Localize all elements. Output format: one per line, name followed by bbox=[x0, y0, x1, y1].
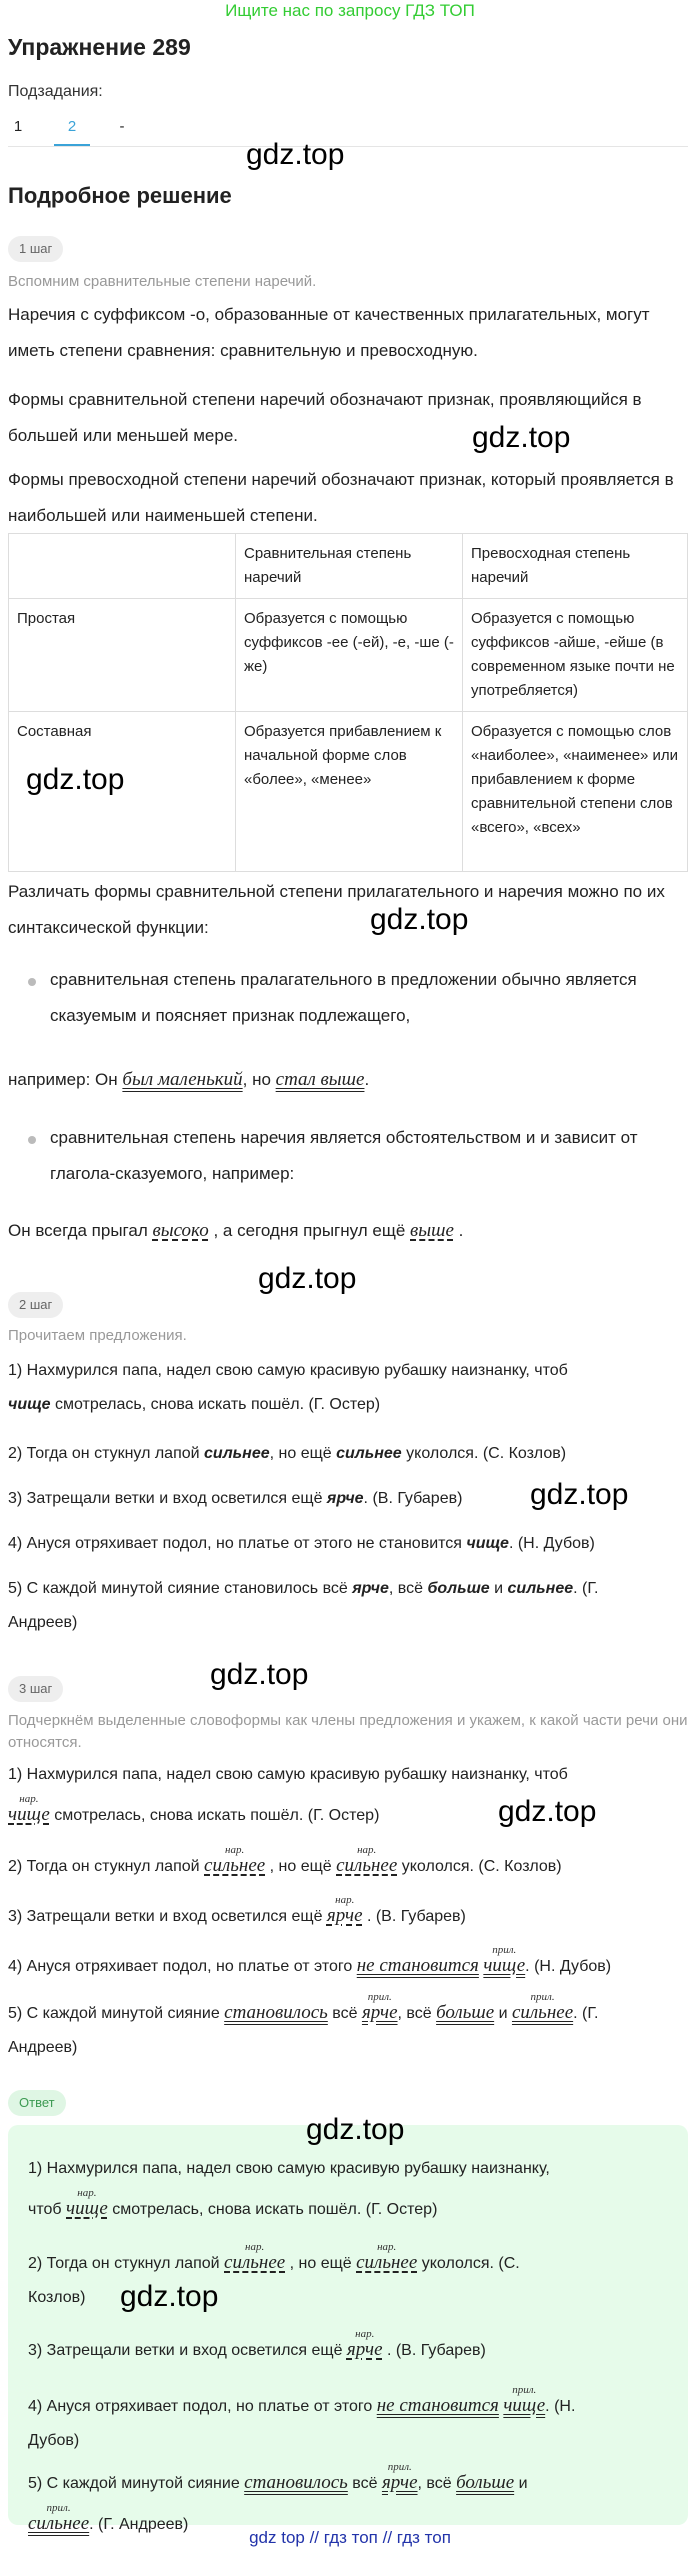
annotated-word bbox=[224, 2240, 285, 2281]
adverbial-word: чище bbox=[8, 1804, 50, 1825]
watermark: gdz.top bbox=[26, 763, 125, 796]
bullet-text: сравнительная степень пралагательного в предложении обычно является сказуемым и поясняет признак подлежащего, bbox=[50, 970, 637, 1025]
annotated-word bbox=[8, 1792, 50, 1833]
watermark: gdz.top bbox=[120, 2280, 219, 2313]
adverbial-word: сильнее bbox=[204, 1855, 266, 1876]
predicate-word: становилось bbox=[244, 2472, 348, 2493]
sentence-text: . (Н. Дубов) bbox=[508, 1535, 595, 1552]
predicate-word: не становится bbox=[376, 2395, 499, 2416]
subtasks-tabs bbox=[8, 112, 688, 147]
pos-label: прил. bbox=[367, 1991, 392, 2003]
paragraph: Формы превосходной степени наречий обозначают признак, который проявляется в наибольшей или наименьшей степени. bbox=[8, 470, 674, 525]
step-note: Прочитаем предложения. bbox=[8, 1327, 187, 1344]
sentence-text: смотрелась, снова искать пошёл. (Г. Остер) bbox=[107, 2201, 438, 2218]
tab-subtask-3[interactable]: - bbox=[119, 118, 125, 135]
step-badge: 2 шаг bbox=[8, 1292, 63, 1318]
adverbial-word: чище bbox=[66, 2198, 108, 2219]
annotated-word bbox=[512, 1990, 573, 2031]
sentence-text: 2) Тогда он стукнул лапой bbox=[8, 1858, 205, 1875]
highlighted-word: ярче bbox=[326, 1490, 364, 1507]
sentence bbox=[8, 1527, 688, 1561]
sentence-text: смотрелась, снова искать пошёл. (Г. Остер) bbox=[50, 1396, 381, 1413]
answer-sentence bbox=[28, 2152, 668, 2227]
sentence-text: . (В. Губарев) bbox=[362, 1908, 466, 1925]
tab-subtask-1[interactable]: 1 bbox=[13, 118, 23, 135]
footer-links[interactable]: gdz top // гдз топ // гдз топ bbox=[249, 2528, 451, 2547]
pos-label: нар. bbox=[355, 2328, 375, 2340]
sentence-text: 5) С каждой минутой сияние bbox=[8, 2005, 225, 2022]
sentence-text: . (В. Губарев) bbox=[363, 1490, 463, 1507]
sentence-text: , но ещё bbox=[269, 1445, 337, 1462]
table-cell: Составная bbox=[9, 712, 236, 872]
sentence bbox=[8, 1437, 688, 1471]
sentence-text: . (Г. Андреев) bbox=[89, 2516, 189, 2533]
watermark: gdz.top bbox=[472, 421, 571, 454]
pos-label: нар. bbox=[245, 2241, 265, 2253]
pos-label: нар. bbox=[377, 2241, 397, 2253]
adverbial-word: ярче bbox=[346, 2339, 383, 2360]
example-adverbial: выше bbox=[410, 1220, 454, 1241]
annotated-word bbox=[356, 2240, 417, 2281]
sentence bbox=[8, 1572, 688, 1640]
sentence bbox=[8, 1893, 688, 1934]
table-row bbox=[9, 599, 688, 712]
sentence-text: 2) Тогда он стукнул лапой bbox=[28, 2255, 225, 2272]
adverbial-word: сильнее bbox=[336, 1855, 398, 1876]
example-text: . bbox=[453, 1221, 464, 1240]
adverbial-word: сильнее bbox=[224, 2252, 286, 2273]
sentence-text: 2) Тогда он стукнул лапой bbox=[8, 1445, 205, 1462]
table-header-cell bbox=[9, 534, 236, 599]
sentence-text: , но ещё bbox=[285, 2255, 357, 2272]
sentence-text: Андреев) bbox=[8, 2039, 78, 2056]
search-banner[interactable]: Ищите нас по запросу ГДЗ ТОП bbox=[225, 1, 475, 20]
example-text: . bbox=[364, 1070, 370, 1089]
step-note: Вспомним сравнительные степени наречий. bbox=[8, 273, 317, 290]
annotated-word bbox=[66, 2186, 108, 2227]
annotated-word bbox=[204, 1843, 265, 1884]
watermark: gdz.top bbox=[258, 1262, 357, 1295]
bullet-dot bbox=[28, 1136, 36, 1144]
pos-label: нар. bbox=[335, 1894, 355, 1906]
predicate-word: сильнее bbox=[511, 2002, 574, 2023]
predicate-word: ярче bbox=[381, 2472, 418, 2493]
watermark: gdz.top bbox=[246, 138, 345, 171]
subtasks-label: Подзадания: bbox=[8, 83, 103, 100]
answer-sentence bbox=[28, 2327, 668, 2368]
predicate-word: становилось bbox=[224, 2002, 328, 2023]
sentence-text: чтоб bbox=[28, 2201, 66, 2218]
paragraph: Наречия с суффиксом -о, образованные от качественных прилагательных, могут иметь степени сравнения: сравнительную и превосходную. bbox=[8, 305, 650, 360]
sentence-text: всё bbox=[327, 2005, 362, 2022]
sentence-text: 5) С каждой минутой сияние bbox=[28, 2475, 245, 2492]
sentence-text: 3) Затрещали ветки и вход осветился ещё bbox=[28, 2342, 347, 2359]
table-cell: Образуется прибавлением к начальной форме слов «более», «менее» bbox=[236, 712, 463, 872]
sentence-text: . (Г. bbox=[573, 1580, 599, 1597]
annotated-word bbox=[503, 2383, 545, 2424]
sentence bbox=[8, 1843, 688, 1884]
sentence-text: и bbox=[489, 1580, 508, 1597]
sentence-text: укололся. (С. Козлов) bbox=[397, 1858, 562, 1875]
sentence-text: укололся. (С. Козлов) bbox=[401, 1445, 567, 1462]
highlighted-word: сильнее bbox=[336, 1445, 402, 1462]
pos-label: прил. bbox=[46, 2502, 71, 2514]
example-predicate: стал выше bbox=[275, 1069, 365, 1090]
table-header-cell: Сравнительная степень наречий bbox=[236, 534, 463, 599]
example-predicate: был маленький bbox=[122, 1069, 243, 1090]
sentence-text: 4) Ануся отряхивает подол, но платье от этого bbox=[28, 2398, 377, 2415]
highlighted-word: чище bbox=[466, 1535, 509, 1552]
watermark: gdz.top bbox=[498, 1795, 597, 1828]
watermark: gdz.top bbox=[370, 903, 469, 936]
pos-label: прил. bbox=[387, 2461, 412, 2473]
sentence-text: Дубов) bbox=[28, 2432, 80, 2449]
annotated-word bbox=[362, 1990, 398, 2031]
watermark: gdz.top bbox=[210, 1658, 309, 1691]
sentence-text: 1) Нахмурился папа, надел свою самую красивую рубашку наизнанку, чтоб bbox=[8, 1766, 568, 1783]
adverbial-word: ярче bbox=[326, 1905, 363, 1926]
table-header-cell: Превосходная степень наречий bbox=[463, 534, 688, 599]
bullet-dot bbox=[28, 978, 36, 986]
example-text: , а сегодня прыгнул ещё bbox=[208, 1221, 411, 1240]
sentence bbox=[8, 1354, 688, 1422]
table-cell: Простая bbox=[9, 599, 236, 712]
example-text: например: Он bbox=[8, 1070, 123, 1089]
tab-subtask-2[interactable]: 2 bbox=[54, 116, 90, 146]
pos-label: прил. bbox=[492, 1944, 517, 1956]
sentence-text: 4) Ануся отряхивает подол, но платье от этого не становится bbox=[8, 1535, 467, 1552]
predicate-word: чище bbox=[503, 2395, 546, 2416]
sentence-text: 1) Нахмурился папа, надел свою самую красивую рубашку наизнанку, чтоб bbox=[8, 1362, 568, 1379]
annotated-word bbox=[382, 2460, 418, 2501]
table-cell: Образуется с помощью слов «наиболее», «наименее» или прибавлением к форме сравнительной степени слов «всего», «всех» bbox=[463, 712, 688, 872]
sentence-text: 4) Ануся отряхивает подол, но платье от этого bbox=[8, 1958, 357, 1975]
sentence-text: смотрелась, снова искать пошёл. (Г. Остер) bbox=[49, 1807, 380, 1824]
highlighted-word: ярче bbox=[352, 1580, 389, 1597]
sentence-text: 1) Нахмурился папа, надел свою самую красивую рубашку наизнанку, bbox=[28, 2160, 550, 2177]
sentence-text: , всё bbox=[417, 2475, 457, 2492]
pos-label: нар. bbox=[357, 1844, 377, 1856]
sentence-text: , всё bbox=[397, 2005, 437, 2022]
predicate-word: больше bbox=[436, 2002, 495, 2023]
sentence-text: укололся. (С. bbox=[417, 2255, 520, 2272]
highlighted-word: сильнее bbox=[507, 1580, 574, 1597]
highlighted-word: сильнее bbox=[204, 1445, 270, 1462]
table-cell: Образуется с помощью суффиксов -айше, -ейше (в современном языке почти не употребляется) bbox=[463, 599, 688, 712]
pos-label: прил. bbox=[512, 2384, 537, 2396]
annotated-word bbox=[327, 1893, 363, 1934]
sentence-text: и bbox=[494, 2005, 512, 2022]
pos-label: нар. bbox=[77, 2187, 97, 2199]
pos-label: нар. bbox=[19, 1793, 39, 1805]
annotated-word bbox=[347, 2327, 383, 2368]
paragraph: Различать формы сравнительной степени прилагательного и наречия можно по их синтаксической функции: bbox=[8, 882, 665, 937]
annotated-word bbox=[483, 1943, 525, 1984]
comparison-table bbox=[8, 533, 688, 872]
predicate-word: не становится bbox=[356, 1955, 479, 1976]
example-line bbox=[8, 1062, 688, 1098]
example-text: Он всегда прыгал bbox=[8, 1221, 153, 1240]
example-adverbial: высоко bbox=[152, 1220, 209, 1241]
watermark: gdz.top bbox=[530, 1478, 629, 1511]
sentence-text: Андреев) bbox=[8, 1614, 78, 1631]
answer-badge: Ответ bbox=[8, 2090, 66, 2116]
table-cell: Образуется с помощью суффиксов -ее (-ей), -е, -ше (-же) bbox=[236, 599, 463, 712]
highlighted-word: чище bbox=[8, 1396, 51, 1413]
predicate-word: ярче bbox=[361, 2002, 398, 2023]
sentence-text: 5) С каждой минутой сияние становилось всё bbox=[8, 1580, 353, 1597]
sentence-text: и bbox=[514, 2475, 528, 2492]
watermark: gdz.top bbox=[306, 2113, 405, 2146]
predicate-word: сильнее bbox=[28, 2513, 90, 2534]
predicate-word: чище bbox=[483, 1955, 526, 1976]
sentence-text: . (Г. bbox=[573, 2005, 599, 2022]
pos-label: прил. bbox=[530, 1991, 555, 2003]
bullet-text: сравнительная степень наречия является обстоятельством и и зависит от глагола-сказуемого, например: bbox=[50, 1128, 638, 1183]
pos-label: нар. bbox=[225, 1844, 245, 1856]
step-badge: 1 шаг bbox=[8, 236, 63, 262]
sentence-text: Козлов) bbox=[28, 2289, 86, 2306]
sentence bbox=[8, 1990, 688, 2065]
example-line bbox=[8, 1213, 688, 1249]
sentence-text: . (В. Губарев) bbox=[382, 2342, 486, 2359]
sentence-text: . (Н. bbox=[545, 2398, 576, 2415]
step-badge: 3 шаг bbox=[8, 1676, 63, 1702]
answer-sentence bbox=[28, 2383, 668, 2458]
predicate-word: больше bbox=[456, 2472, 515, 2493]
highlighted-word: больше bbox=[427, 1580, 490, 1597]
sentence-text: , всё bbox=[388, 1580, 428, 1597]
section-title: Подробное решение bbox=[8, 183, 232, 208]
page-title: Упражнение 289 bbox=[8, 34, 191, 60]
paragraph: Формы сравнительной степени наречий обозначают признак, проявляющийся в большей или меньшей мере. bbox=[8, 390, 642, 445]
sentence bbox=[8, 1943, 688, 1984]
step-note: Подчеркнём выделенные словоформы как члены предложения и укажем, к какой части речи они относятся. bbox=[8, 1712, 688, 1751]
sentence-text: . (Н. Дубов) bbox=[525, 1958, 612, 1975]
sentence-text: всё bbox=[347, 2475, 382, 2492]
example-text: , но bbox=[242, 1070, 276, 1089]
sentence-text: 3) Затрещали ветки и вход осветился ещё bbox=[8, 1908, 327, 1925]
annotated-word bbox=[336, 1843, 397, 1884]
table-header-row bbox=[9, 534, 688, 599]
adverbial-word: сильнее bbox=[356, 2252, 418, 2273]
sentence-text: , но ещё bbox=[265, 1858, 337, 1875]
sentence-text: 3) Затрещали ветки и вход осветился ещё bbox=[8, 1490, 327, 1507]
